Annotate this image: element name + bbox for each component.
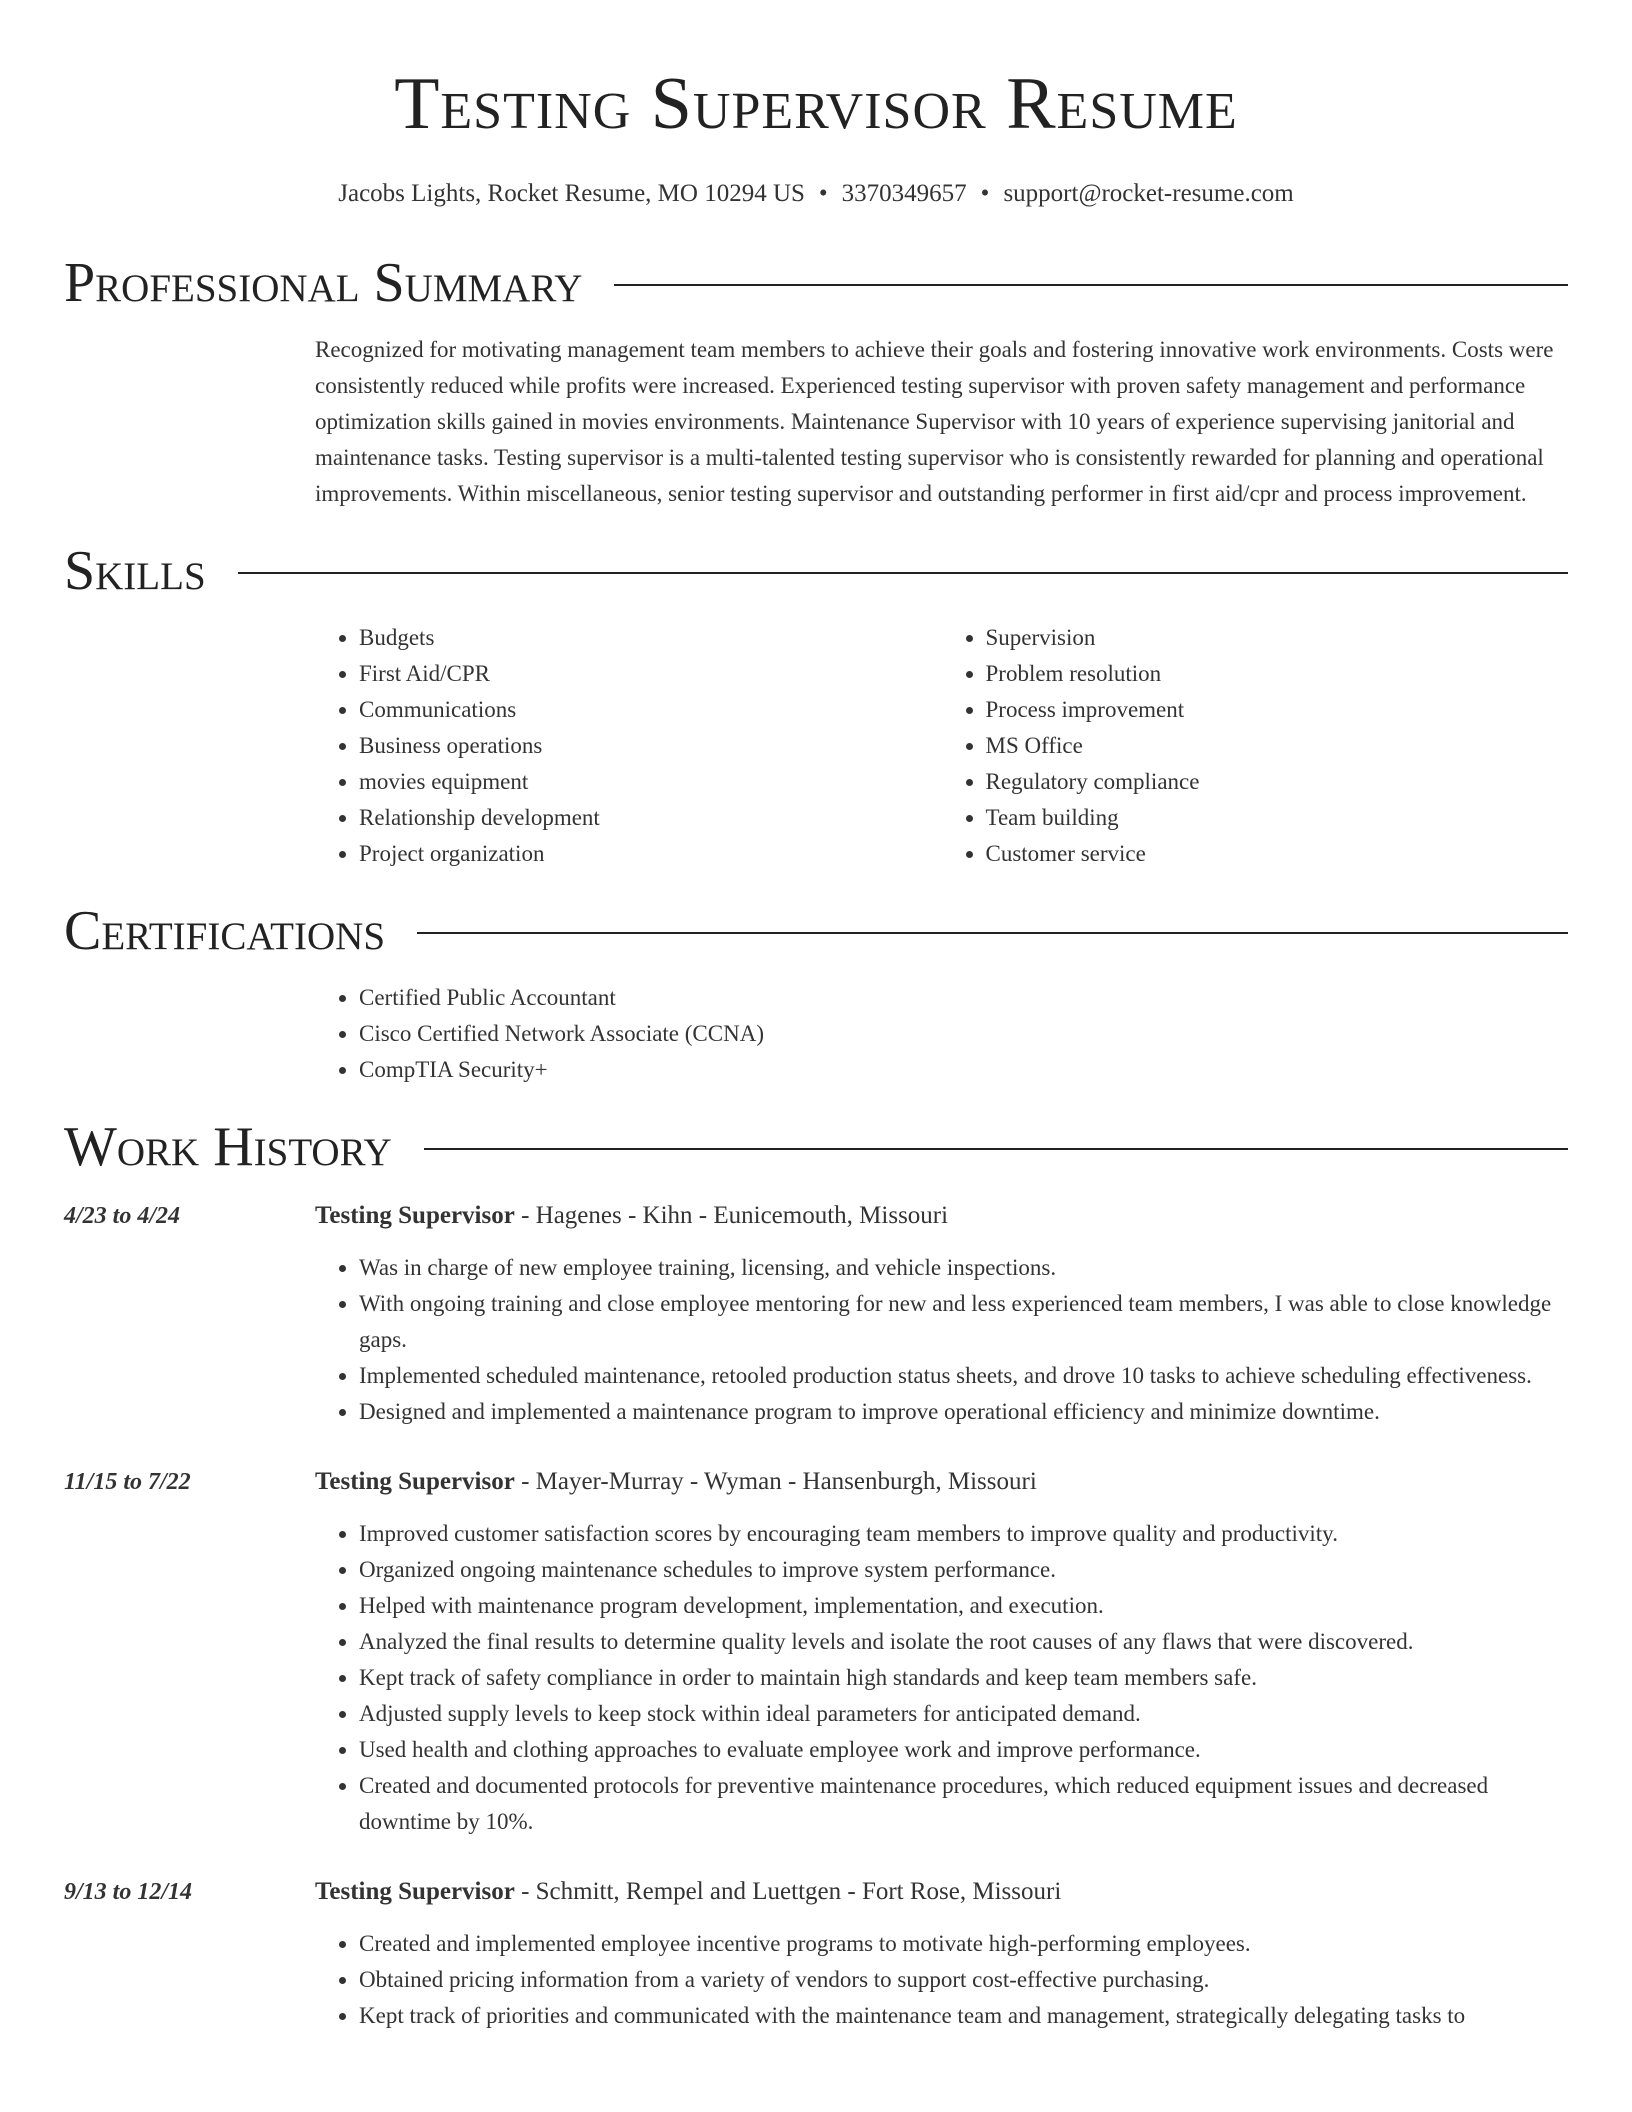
skill-item: • movies equipment: [359, 764, 942, 800]
job-bullet: • Created and implemented employee incentive programs to motivate high-performing employees.: [359, 1926, 1568, 1962]
skill-item: • Customer service: [986, 836, 1569, 872]
job-title-line: [315, 1464, 1568, 1500]
work-history-heading: Work History: [64, 1116, 392, 1178]
skill-item: • Team building: [986, 800, 1569, 836]
skill-item: • Relationship development: [359, 800, 942, 836]
job-bullet: • Designed and implemented a maintenance program to improve operational efficiency and minimize downtime.: [359, 1394, 1568, 1430]
skill-item: • MS Office: [986, 728, 1569, 764]
certifications-heading: Certifications: [64, 900, 386, 962]
section-divider: [417, 932, 1568, 934]
job-bullet: • Obtained pricing information from a variety of vendors to support cost-effective purchasing.: [359, 1962, 1568, 1998]
skills-list-left: [315, 620, 942, 872]
job-dates: 11/15 to 7/22: [64, 1469, 191, 1495]
skill-item: • Supervision: [986, 620, 1569, 656]
contact-email: support@rocket-resume.com: [1003, 180, 1294, 207]
section-header: [64, 536, 1568, 606]
job-bullets: [315, 1926, 1568, 2034]
job-title-line: [315, 1874, 1568, 1910]
skill-item: • First Aid/CPR: [359, 656, 942, 692]
job-employer: - Hagenes - Kihn - Eunicemouth, Missouri: [514, 1202, 949, 1229]
job-role: Testing Supervisor: [315, 1468, 515, 1495]
resume-page: [64, 0, 1568, 2034]
section-header: [64, 248, 1568, 318]
contact-address: Jacobs Lights, Rocket Resume, MO 10294 US: [338, 180, 805, 207]
job-bullet: • Used health and clothing approaches to evaluate employee work and improve performance.: [359, 1732, 1568, 1768]
job-employer: - Mayer-Murray - Wyman - Hansenburgh, Missouri: [514, 1468, 1037, 1495]
job-title-line: [315, 1198, 1568, 1234]
skill-item: • Project organization: [359, 836, 942, 872]
job-bullet: • Improved customer satisfaction scores by encouraging team members to improve quality and productivity.: [359, 1516, 1568, 1552]
section-header: [64, 896, 1568, 966]
job-dates: 4/23 to 4/24: [64, 1203, 181, 1229]
job-bullet: • Kept track of safety compliance in order to maintain high standards and keep team members safe.: [359, 1660, 1568, 1696]
skill-item: • Business operations: [359, 728, 942, 764]
job-bullet: • Kept track of priorities and communicated with the maintenance team and management, strategically delegating tasks to: [359, 1998, 1568, 2034]
certification-item: • CompTIA Security+: [359, 1052, 1568, 1088]
job-bullet: • Created and documented protocols for preventive maintenance procedures, which reduced equipment issues and decreased downtime by 10%.: [359, 1768, 1568, 1840]
job-entry: [64, 1874, 1568, 2034]
job-employer: - Schmitt, Rempel and Luettgen - Fort Rose, Missouri: [514, 1878, 1062, 1905]
job-bullets: [315, 1250, 1568, 1430]
job-bullet: • Was in charge of new employee training, licensing, and vehicle inspections.: [359, 1250, 1568, 1286]
job-bullet: • Adjusted supply levels to keep stock within ideal parameters for anticipated demand.: [359, 1696, 1568, 1732]
skill-item: • Problem resolution: [986, 656, 1569, 692]
skills-heading: Skills: [64, 540, 206, 602]
certifications-list: [315, 980, 1568, 1088]
contact-line: [64, 178, 1568, 210]
job-entry: [64, 1198, 1568, 1430]
contact-separator: •: [818, 180, 828, 207]
skills-list-right: [942, 620, 1569, 872]
contact-phone: 3370349657: [841, 180, 967, 207]
section-header: [64, 1112, 1568, 1182]
section-divider: [614, 284, 1568, 286]
job-bullet: • Analyzed the final results to determine quality levels and isolate the root causes of any flaws that were discovered.: [359, 1624, 1568, 1660]
work-history-section: [64, 1112, 1568, 2034]
job-bullet: • Implemented scheduled maintenance, retooled production status sheets, and drove 10 tasks to achieve scheduling effectiveness.: [359, 1358, 1568, 1394]
job-bullet: • Helped with maintenance program development, implementation, and execution.: [359, 1588, 1568, 1624]
certifications-section: [64, 896, 1568, 1088]
skill-item: • Budgets: [359, 620, 942, 656]
section-divider: [424, 1148, 1568, 1150]
job-bullet: • With ongoing training and close employee mentoring for new and less experienced team members, I was able to close knowledge gaps.: [359, 1286, 1568, 1358]
skill-item: • Communications: [359, 692, 942, 728]
document-title: Testing Supervisor Resume: [394, 63, 1238, 145]
skill-item: • Regulatory compliance: [986, 764, 1569, 800]
job-role: Testing Supervisor: [315, 1202, 515, 1229]
job-dates: 9/13 to 12/14: [64, 1879, 193, 1905]
certification-item: • Cisco Certified Network Associate (CCNA): [359, 1016, 1568, 1052]
job-entry: [64, 1464, 1568, 1840]
summary-heading: Professional Summary: [64, 252, 583, 314]
summary-text: Recognized for motivating management team members to achieve their goals and fostering innovative work environments. Costs were consistently reduced while profits were increased. Experienced testing supervisor with proven safety management and performance optimization skills gained in movies environments. Maintenance Supervisor with 10 years of experience supervising janitorial and maintenance tasks. Testing supervisor is a multi-talented testing supervisor who is consistently rewarded for planning and operational improvements. Within miscellaneous, senior testing supervisor and outstanding performer in first aid/cpr and process improvement.: [315, 337, 1554, 506]
summary-section: [64, 248, 1568, 512]
skills-section: [64, 536, 1568, 872]
job-role: Testing Supervisor: [315, 1878, 515, 1905]
certification-item: • Certified Public Accountant: [359, 980, 1568, 1016]
skill-item: • Process improvement: [986, 692, 1569, 728]
section-divider: [238, 572, 1568, 574]
job-bullet: • Organized ongoing maintenance schedules to improve system performance.: [359, 1552, 1568, 1588]
contact-separator: •: [980, 180, 990, 207]
job-bullets: [315, 1516, 1568, 1840]
